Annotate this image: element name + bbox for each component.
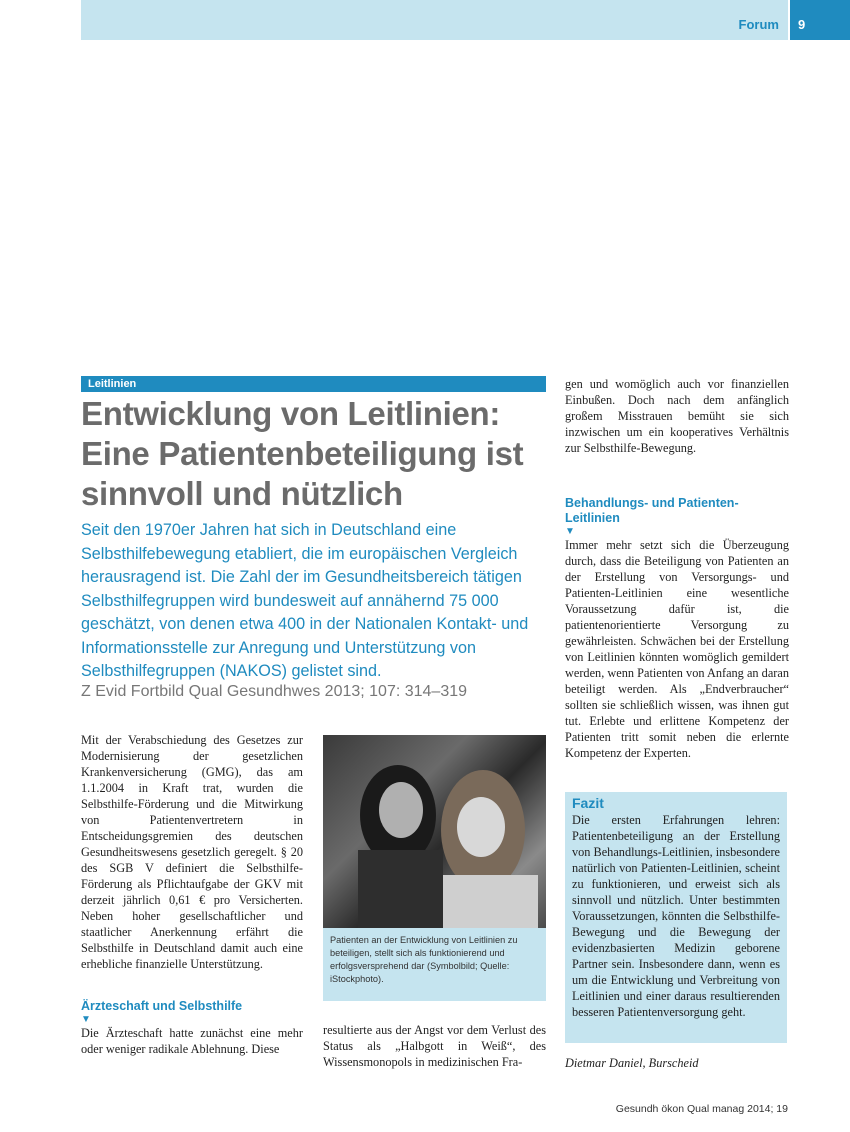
footer-source: Gesundh ökon Qual manag 2014; 19 (615, 1103, 788, 1115)
triangle-down-icon: ▼ (81, 1014, 91, 1025)
article-title: Entwicklung von Leitlinien: Eine Patientenbeteiligung ist sinnvoll und nützlich (81, 395, 524, 512)
column-2-continued: resultierte aus der Angst vor dem Verlust des Status als „Halbgott in Weiß“, des Wissensmonopols in medizinischen Fra- (323, 1023, 546, 1069)
section-label: Forum (738, 17, 779, 32)
author: Dietmar Daniel, Burscheid (565, 1056, 699, 1070)
section-tag (81, 376, 546, 392)
column-3 (565, 376, 789, 761)
page-number-box (790, 0, 850, 40)
subheading-behandlungs-leitlinien: Behandlungs- und Patienten-Leitlinien (565, 496, 739, 525)
column-1 (81, 732, 303, 1057)
body-paragraph: Die Ärzteschaft hatte zunächst eine mehr oder weniger radikale Ablehnung. Diese (81, 1026, 303, 1056)
body-paragraph: Mit der Verabschiedung des Gesetzes zur Modernisierung der gesetzlichen Krankenversicherung (GMG), das am 1.1.2004 in Kraft trat, wurden die Selbsthilfe-Förderung und die Mitwirkung von Patientenvertretern in Entscheidungsgremien des deutschen Gesundheitswesens gesetzlich geregelt. § 20 des SGB V definiert die Selbsthilfe-Förderung als Pflichtaufgabe der GKV mit derzeit jährlich 0,61 € pro Versicherten. Neben hoher gesellschaftlicher und staatlicher Anerkennung erfährt die Selbsthilfe in Deutschland damit auch eine erhebliche finanzielle Unterstützung. (81, 733, 303, 971)
page-number: 9 (798, 17, 806, 32)
triangle-down-icon: ▼ (565, 526, 575, 537)
section-tag-label: Leitlinien (88, 378, 137, 390)
header-bar (81, 0, 788, 40)
subheading-aerzteschaft: Ärzteschaft und Selbsthilfe (81, 999, 243, 1013)
fazit-box (565, 792, 787, 1043)
body-paragraph: Immer mehr setzt sich die Überzeugung durch, dass die Beteiligung von Patienten an der Erstellung von Versorgungs- und Patienten-Leitlinien eine wesentliche Voraussetzung dafür ist, die patientenorientierte Versorgung zu gewährleisten. Schwächen bei der Erstellung von Leitlinien könnten womöglich gemildert werden, wenn Patienten von Anfang an daran beteiligt werden. Als „Endverbraucher“ sollten sie schließlich wissen, was ihnen gut tut. Erlebte und erlittene Kompetenz der Patienten tritt somit neben die erlernte Kompetenz der Experten. (565, 538, 789, 760)
photo-patients (323, 735, 546, 928)
article-lead: Seit den 1970er Jahren hat sich in Deutschland eine Selbsthilfebewegung etabliert, die im europäischen Vergleich herausragend ist. Die Zahl der im Gesundheitsbereich tätigen Selbsthilfegruppen wird bundesweit auf annähernd 75 000 geschätzt, von denen etwa 400 in der Nationalen Kontakt- und Informationsstelle zur Anregung und Unterstützung von Selbsthilfegruppen (NAKOS) gelistet sind. (81, 521, 529, 680)
fazit-text: Die ersten Erfahrungen lehren: Patientenbeteiligung an der Erstellung von Behandlungs-Leitlinien, insbesondere natürlich von Patienten-Leitlinien, scheint zu funktionieren, und erweist sich als sinnvoll und nützlich. Unter bestimmten Voraussetzungen, könnten die Selbsthilfe-Bewegung und die Bewegung der evidenzbasierten Medizin geborene Partner sein. Insbesondere dann, wenn es um die Entwicklung und Verbreitung von Leitlinien und einer daraus resultierenden besseren Patientenversorgung geht. (572, 813, 780, 1019)
photo-illustration (323, 735, 546, 928)
article-citation: Z Evid Fortbild Qual Gesundhwes 2013; 107: 314–319 (81, 683, 468, 700)
photo-caption: Patienten an der Entwicklung von Leitlinien zu beteiligen, stellt sich als funktionierend und erfolgsversprehend dar (Symbolbild; Quelle: iStockphoto). (323, 928, 546, 1001)
body-paragraph: gen und womöglich auch vor finanziellen Einbußen. Doch nach dem anfänglich großem Misstrauen bemüht sie sich inzwischen um ein kooperatives Verhältnis zur Selbsthilfe-Bewegung. (565, 377, 789, 455)
fazit-title: Fazit (572, 795, 604, 811)
